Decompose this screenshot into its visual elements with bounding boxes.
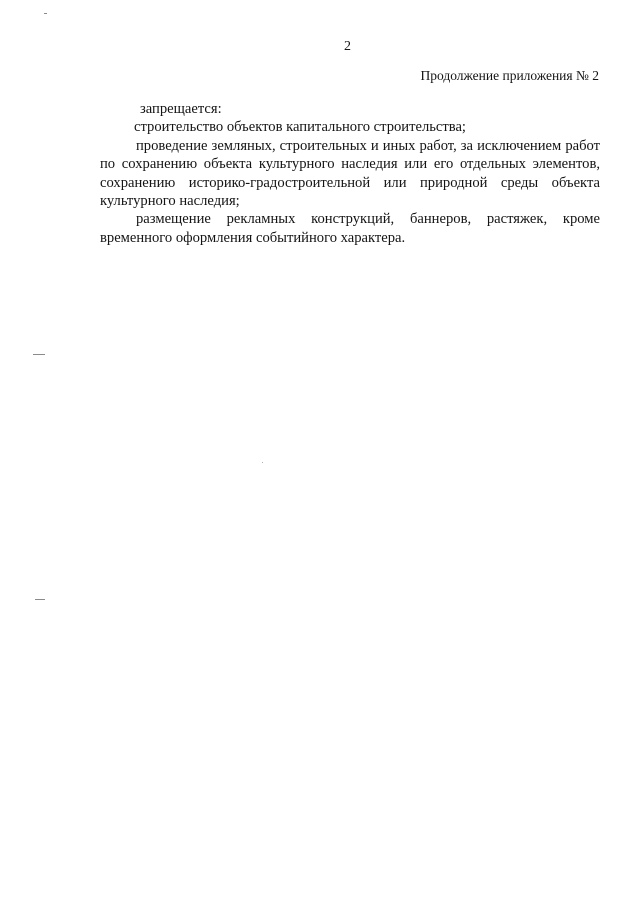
paragraph-capital-construction: строительство объектов капитального строительства; [134,119,466,136]
appendix-continuation-header: Продолжение приложения № 2 [420,68,599,83]
paragraph-prohibited-intro: запрещается: [140,101,222,117]
scan-mark-left-upper [33,354,45,355]
scan-mark-left-lower [35,599,45,600]
scan-mark-center [262,462,263,463]
paragraph-advertising: размещение рекламных конструкций, баннеров, растяжек, кроме временного оформления событийного характера. [100,211,600,246]
body-text [100,100,600,247]
paragraph-earthworks: проведение земляных, строительных и иных работ, за исключением работ по сохранению объекта культурного наследия или его отдельных элементов, сохранению историко-градостроительной или природной среды объекта культурного наследия; [100,137,600,210]
page-number: 2 [344,39,351,54]
scan-mark-top-left [44,13,47,14]
